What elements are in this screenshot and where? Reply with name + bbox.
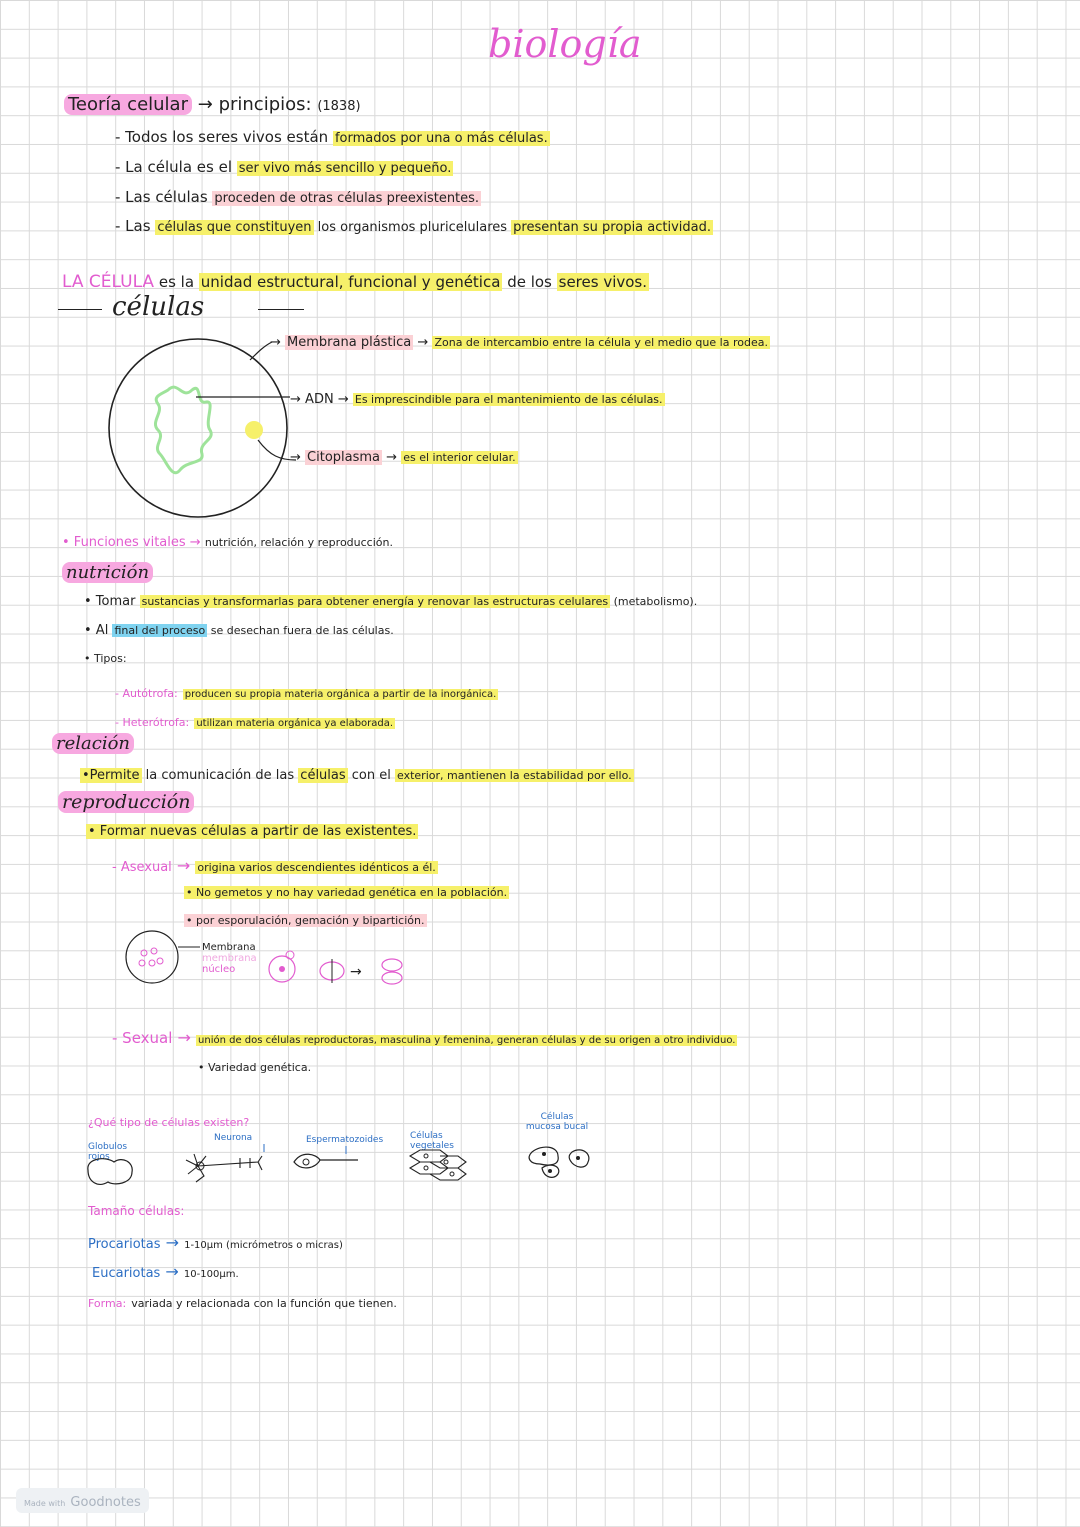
teoria-item-3: [115, 188, 481, 206]
espermatozoide-shape: [294, 1154, 320, 1168]
celula-highlight-2: seres vivos.: [558, 273, 648, 291]
heterotrofa-desc: utilizan materia orgánica ya elaborada.: [196, 718, 394, 729]
label-mucosa: Células mucosa bucal: [525, 1112, 589, 1132]
sexual-label: - Sexual: [112, 1029, 173, 1047]
eucariotas-label: Eucariotas: [92, 1266, 161, 1281]
nutricion-bullet-1: [84, 594, 697, 609]
teoria-item-3-text: - Las células: [115, 188, 213, 206]
celula-text-1: es la: [154, 273, 199, 291]
celulas-title-rule-left: [58, 309, 102, 310]
cito-desc: es el interior celular.: [403, 451, 516, 464]
teoria-heading: Teoría celular: [64, 94, 192, 115]
relacion-b1-a: •Permite: [82, 768, 140, 783]
autotrofa-label: - Autótrofa:: [115, 687, 178, 700]
reproduccion-title: reproducción: [58, 791, 194, 813]
sexual-line: - Sexual → unión de dos células reproductoras, masculina y femenina, generan células y de su origen a otro individuo.: [112, 1028, 736, 1047]
membrane-pointer: [250, 342, 272, 360]
vegetal-cells-shape: [410, 1150, 466, 1180]
asexual-legend: [202, 942, 257, 975]
asexual-line: - Asexual → origina varios descendientes idénticos a él.: [112, 856, 436, 875]
cytoplasm-dot: [245, 421, 263, 439]
asexual-bullet-1: • No gemetos y no hay variedad genética en la población.: [186, 886, 508, 899]
cito-line: → Citoplasma → es el interior celular.: [290, 450, 516, 465]
goodnotes-watermark: [16, 1488, 149, 1513]
sexual-bullet-1: • Variedad genética.: [198, 1061, 312, 1074]
globulo-rojo-shape: [88, 1159, 132, 1185]
daughter-cell-1: [382, 959, 402, 971]
forma-label: Forma:: [88, 1297, 127, 1310]
teoria-item-1-highlight: formados por una o más células.: [334, 131, 548, 146]
relacion-b1-e: exterior, mantienen la estabilidad por ello.: [397, 769, 632, 782]
relacion-bullet-1: [80, 768, 634, 783]
cito-label: Citoplasma: [307, 450, 381, 465]
label-neurona: Neurona: [214, 1133, 253, 1143]
teoria-item-4-highlight-a: células que constituyen: [157, 220, 312, 235]
adn-label: ADN: [305, 392, 334, 407]
dna-shape: [155, 387, 211, 473]
procariotas-line: Procariotas → 1-10µm (micrómetros o micras): [88, 1233, 343, 1252]
label-globulos: Globulos rojos: [88, 1142, 128, 1162]
asexual-bullet-2: • por esporulación, gemación y bipartición.: [186, 914, 425, 927]
teoria-item-2: [115, 158, 453, 176]
label-esperma: Espermatozoides: [306, 1135, 384, 1145]
procariotas-label: Procariotas: [88, 1237, 161, 1252]
watermark-brand: Goodnotes: [70, 1495, 141, 1510]
celulas-title: células: [112, 292, 205, 322]
autotrofa-desc: producen su propia materia orgánica a partir de la inorgánica.: [184, 689, 497, 700]
nutricion-bullet-3: • Tipos:: [84, 652, 127, 665]
celulas-title-rule-right: [258, 309, 304, 310]
heterotrofa-line: [115, 711, 395, 730]
nutricion-b1-c: (metabolismo).: [610, 595, 698, 608]
tipos-question: ¿Qué tipo de células existen?: [88, 1116, 250, 1129]
tamano-title: Tamaño células:: [88, 1204, 185, 1218]
label-vegetales: Células vegetales: [410, 1131, 454, 1151]
arrow-icon: →: [270, 335, 281, 350]
eucariotas-line: Eucariotas → 10-100µm.: [92, 1262, 239, 1281]
teoria-item-4: [115, 217, 713, 235]
celula-label: LA CÉLULA: [62, 272, 155, 292]
asexual-label: - Asexual: [112, 860, 172, 875]
legend-membrana-2: membrana: [202, 953, 257, 964]
teoria-item-2-text: - La célula es el: [115, 158, 237, 176]
legend-membrana: Membrana: [202, 942, 256, 953]
teoria-item-1-text: - Todos los seres vivos están: [115, 128, 333, 146]
nutricion-b2-a: • Al: [84, 623, 113, 638]
relacion-b1-d: con el: [347, 768, 396, 783]
heterotrofa-label: - Heterótrofa:: [115, 716, 190, 729]
nutricion-b2-highlight: final del proceso: [114, 624, 206, 637]
relacion-b1-b: la comunicación de las: [141, 768, 299, 783]
nutricion-b2-c: se desechan fuera de las células.: [207, 624, 394, 637]
nutricion-title: nutrición: [62, 562, 153, 583]
adn-desc: Es imprescindible para el mantenimiento de las células.: [354, 393, 663, 406]
teoria-item-4-text: - Las: [115, 217, 156, 235]
forma-line: [88, 1292, 397, 1311]
mucosa-cells-shape: [529, 1147, 589, 1177]
principios-label: principios:: [218, 94, 312, 115]
arrow-icon: →: [197, 94, 213, 115]
teoria-item-3-highlight: proceden de otras células preexistentes.: [214, 191, 480, 206]
eucariotas-value: 10-100µm.: [183, 1269, 239, 1280]
nutricion-b1-highlight: sustancias y transformarlas para obtener energía y renovar las estructuras celulares: [141, 595, 609, 608]
teoria-item-2-highlight: ser vivo más sencillo y pequeño.: [238, 161, 452, 176]
procariotas-value: 1-10µm (micrómetros o micras): [184, 1240, 343, 1251]
cell-diagram: [100, 330, 320, 530]
neurona-shape: [186, 1154, 262, 1182]
funciones-line: • Funciones vitales → nutrición, relación y reproducción.: [62, 535, 393, 550]
page-title: biología: [488, 22, 642, 66]
teoria-heading-line: [64, 94, 361, 115]
asexual-diagram: [120, 925, 420, 989]
autotrofa-line: [115, 682, 498, 701]
teoria-year: (1838): [317, 99, 361, 114]
membrana-label: Membrana plástica: [287, 335, 412, 350]
sexual-desc: unión de dos células reproductoras, masculina y femenina, generan células y de su origen a otro individuo.: [198, 1035, 736, 1046]
funciones-label: • Funciones vitales: [62, 535, 186, 550]
adn-line: → ADN → Es imprescindible para el mantenimiento de las células.: [290, 392, 663, 407]
celula-highlight-1: unidad estructural, funcional y genética: [200, 273, 501, 291]
funciones-desc: nutrición, relación y reproducción.: [204, 536, 393, 549]
relacion-b1-c: células: [300, 768, 346, 783]
watermark-made: Made with: [24, 1499, 66, 1508]
cell-types-drawing: [80, 1140, 600, 1200]
teoria-item-1: [115, 128, 550, 146]
relacion-title: relación: [52, 733, 134, 754]
teoria-item-4-highlight-b: presentan su propia actividad.: [513, 220, 712, 235]
celula-text-2: de los: [502, 273, 557, 291]
membrana-desc: Zona de intercambio entre la célula y el medio que la rodea.: [434, 336, 768, 349]
daughter-cell-2: [382, 972, 402, 984]
nutricion-bullet-2: [84, 623, 394, 638]
asexual-desc: origina varios descendientes idénticos a él.: [197, 861, 436, 874]
mini-cell: [126, 931, 178, 983]
membrana-line: → Membrana plástica → Zona de intercambio entre la célula y el medio que la rodea.: [270, 335, 768, 350]
forma-desc: variada y relacionada con la función que tienen.: [131, 1297, 397, 1310]
legend-nucleo: núcleo: [202, 964, 236, 975]
celula-definition: [62, 272, 649, 292]
svg-text:→: →: [350, 964, 362, 980]
teoria-item-4-text-b: los organismos pluricelulares: [313, 220, 512, 235]
nutricion-b1-a: • Tomar: [84, 594, 140, 609]
reproduccion-bullet-1: • Formar nuevas células a partir de las existentes.: [88, 824, 417, 839]
